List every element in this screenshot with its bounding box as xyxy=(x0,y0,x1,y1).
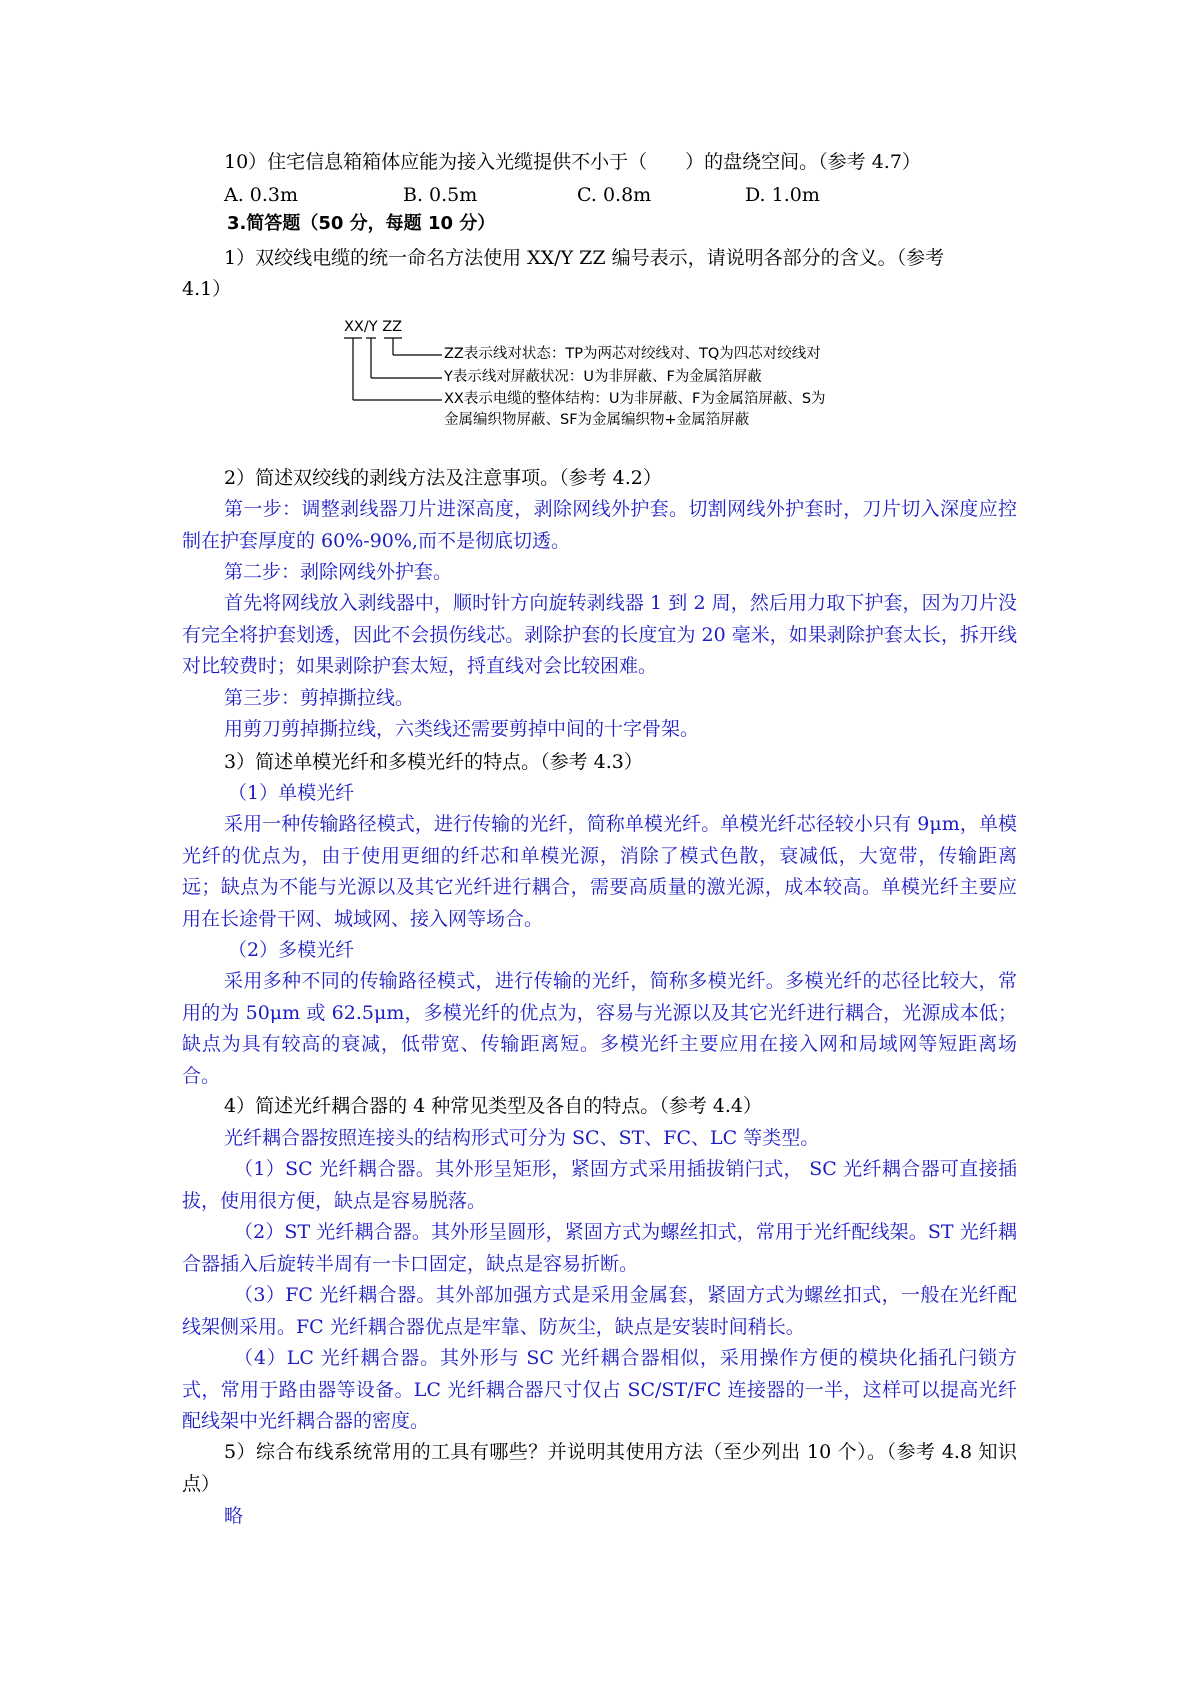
diagram-zz-label: ZZ表示线对状态：TP为两芯对绞线对、TQ为四芯对绞线对 xyxy=(444,346,821,362)
q3-sub1-body: 采用一种传输路径模式，进行传输的光纤，简称单模光纤。单模光纤芯径较小只有 9μm，单模光纤的优点为，由于使用更细的纤芯和单模光源，消除了模式色散，衰减低，大宽带，传输距离远；缺点为不能与光源以及其它光纤进行耦合，需要高质量的激光源，成本较高。单模光纤主要应用在长途骨干网、城域网、接入网等场合。 xyxy=(182,813,1017,930)
q3-sub2-title: （2）多模光纤 xyxy=(228,939,355,961)
q10-option-d: D. 1.0m xyxy=(745,184,820,206)
q3-stem: 3）简述单模光纤和多模光纤的特点。（参考 4.3） xyxy=(224,751,643,773)
q2-step2-body: 首先将网线放入剥线器中，顺时针方向旋转剥线器 1 到 2 周，然后用力取下护套，因为刀片没有完全将护套划透，因此不会损伤线芯。剥除护套的长度宜为 20 毫米，如果剥除护套太长，拆开线对比较费时；如果剥除护套太短，捋直线对会比较困难。 xyxy=(182,592,1017,677)
q3-sub2-body: 采用多种不同的传输路径模式，进行传输的光纤，简称多模光纤。多模光纤的芯径比较大，常用的为 50μm 或 62.5μm，多模光纤的优点为，容易与光源以及其它光纤进行耦合，光源成本低；缺点为具有较高的衰减，低带宽、传输距离短。多模光纤主要应用在接入网和局域网等短距离场合。 xyxy=(182,970,1017,1087)
q2-step3-body: 用剪刀剪掉撕拉线，六类线还需要剪掉中间的十字骨架。 xyxy=(224,718,700,740)
q2-step2-title: 第二步：剥除网线外护套。 xyxy=(224,561,453,583)
q2-step1: 第一步：调整剥线器刀片进深高度，剥除网线外护套。切割网线外护套时，刀片切入深度应控制在护套厚度的 60%-90%,而不是彻底切透。 xyxy=(182,498,1017,552)
q4-item4: （4）LC 光纤耦合器。其外形与 SC 光纤耦合器相似，采用操作方便的模块化插孔闩锁方式，常用于路由器等设备。LC 光纤耦合器尺寸仅占 SC/ST/FC 连接器的一半，这样可以提高光纤配线架中光纤耦合器的密度。 xyxy=(182,1347,1017,1432)
q2-step3-title: 第三步：剪掉撕拉线。 xyxy=(224,687,415,709)
q10-option-c: C. 0.8m xyxy=(577,184,652,206)
section-title: 3.简答题（50 分，每题 10 分） xyxy=(227,213,496,234)
q4-item3: （3）FC 光纤耦合器。其外部加强方式是采用金属套，紧固方式为螺丝扣式，一般在光纤配线架侧采用。FC 光纤耦合器优点是牢靠、防灰尘，缺点是安装时间稍长。 xyxy=(182,1284,1017,1338)
q10-option-a: A. 0.3m xyxy=(224,184,299,206)
q1-stem-line1: 1）双绞线电缆的统一命名方法使用 XX/Y ZZ 编号表示，请说明各部分的含义。（参考 xyxy=(224,247,945,269)
diagram-y-label: Y表示线对屏蔽状况：U为非屏蔽、F为金属箔屏蔽 xyxy=(444,369,762,385)
naming-diagram xyxy=(330,318,890,453)
q5-stem: 5）综合布线系统常用的工具有哪些？并说明其使用方法（至少列出 10 个）。（参考 4.8 知识点） xyxy=(182,1441,1017,1495)
q4-item2: （2）ST 光纤耦合器。其外形呈圆形，紧固方式为螺丝扣式，常用于光纤配线架。ST 光纤耦合器插入后旋转半周有一卡口固定，缺点是容易折断。 xyxy=(182,1221,1017,1275)
diagram-xx-label-line1: XX表示电缆的整体结构：U为非屏蔽、F为金属箔屏蔽、S为 xyxy=(444,391,826,407)
q10-option-b: B. 0.5m xyxy=(403,184,478,206)
q4-stem: 4）简述光纤耦合器的 4 种常见类型及各自的特点。（参考 4.4） xyxy=(224,1095,763,1117)
diagram-xx-label-line2: 金属编织物屏蔽、SF为金属编织物+金属箔屏蔽 xyxy=(444,412,750,428)
diagram-code: XX/Y ZZ xyxy=(344,319,403,335)
q4-intro: 光纤耦合器按照连接头的结构形式可分为 SC、ST、FC、LC 等类型。 xyxy=(224,1127,820,1149)
q3-sub1-title: （1）单模光纤 xyxy=(228,782,355,804)
q10-stem: 10）住宅信息箱箱体应能为接入光缆提供不小于（ ）的盘绕空间。（参考 4.7） xyxy=(224,151,921,173)
q5-answer: 略 xyxy=(224,1505,244,1527)
q1-stem-line2: 4.1） xyxy=(182,278,232,300)
q2-stem: 2）简述双绞线的剥线方法及注意事项。（参考 4.2） xyxy=(224,467,662,489)
q4-item1: （1）SC 光纤耦合器。其外形呈矩形，紧固方式采用插拔销闩式， SC 光纤耦合器可直接插拔，使用很方便，缺点是容易脱落。 xyxy=(182,1158,1017,1212)
